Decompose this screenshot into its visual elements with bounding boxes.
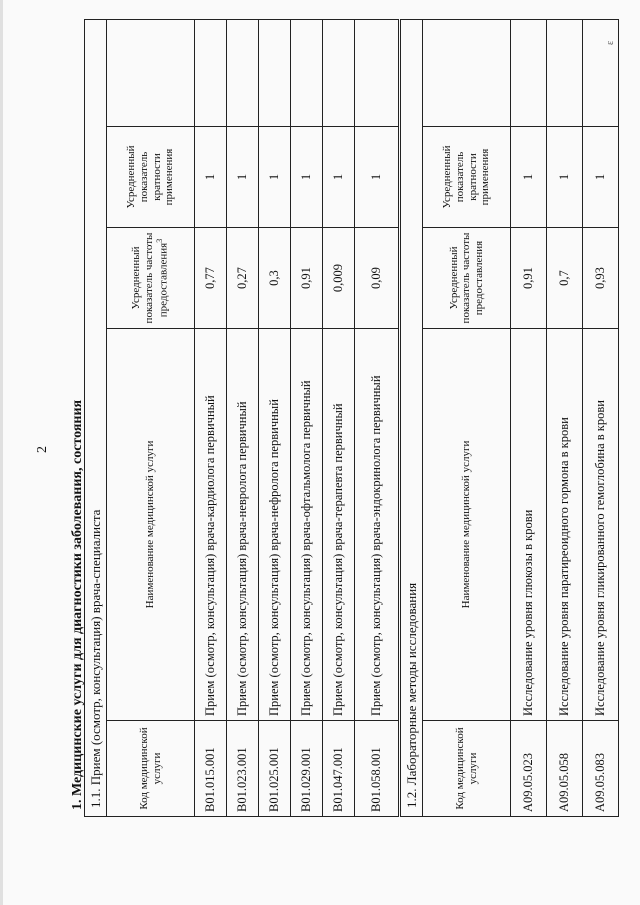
cell-code: A09.05.058 xyxy=(547,721,583,817)
cell-blank xyxy=(323,19,355,126)
cell-mult: 1 xyxy=(583,127,619,228)
header-name: Наименование медицинской услуги xyxy=(107,329,195,721)
section-heading: 1. Медицинские услуги для диагностики заболевания, состояния xyxy=(70,399,85,810)
table-row xyxy=(547,19,583,816)
header-blank xyxy=(107,19,195,126)
header-code: Код медицинской услуги xyxy=(423,721,511,817)
cell-freq: 0,93 xyxy=(583,228,619,329)
cell-freq: 0,3 xyxy=(259,228,291,329)
table-specialist-consultations xyxy=(84,19,399,817)
cell-freq: 0,77 xyxy=(195,228,227,329)
cell-blank xyxy=(195,19,227,126)
cell-code: B01.058.001 xyxy=(355,721,399,817)
table-row xyxy=(259,19,291,816)
table2-title: 1.2. Лабораторные методы исследования xyxy=(401,19,423,816)
table-row xyxy=(195,19,227,816)
table-lab-methods xyxy=(400,19,619,817)
table1-title: 1.1. Прием (осмотр, консультация) врача-специалиста xyxy=(85,19,107,816)
header-freq: Усредненный показатель частоты предоставления xyxy=(423,228,511,329)
cell-mult: 1 xyxy=(355,127,399,228)
cell-code: A09.05.083 xyxy=(583,721,619,817)
cell-mult: 1 xyxy=(547,127,583,228)
cell-mult: 1 xyxy=(323,127,355,228)
cell-code: B01.025.001 xyxy=(259,721,291,817)
cell-freq: 0,91 xyxy=(291,228,323,329)
cell-mult: 1 xyxy=(259,127,291,228)
cell-name: Прием (осмотр, консультация) врача-эндокринолога первичный xyxy=(355,329,399,721)
cell-blank xyxy=(259,19,291,126)
cell-blank xyxy=(583,19,619,126)
cell-blank xyxy=(227,19,259,126)
cell-name: Прием (осмотр, консультация) врача-кардиолога первичный xyxy=(195,329,227,721)
cell-freq: 0,09 xyxy=(355,228,399,329)
table-row xyxy=(323,19,355,816)
cell-code: B01.047.001 xyxy=(323,721,355,817)
header-freq: Усредненный показатель частоты предоставления$^3$ xyxy=(107,228,195,329)
cell-code: B01.015.001 xyxy=(195,721,227,817)
cell-mult: 1 xyxy=(227,127,259,228)
cell-freq: 0,27 xyxy=(227,228,259,329)
table-row xyxy=(291,19,323,816)
cell-freq: 0,009 xyxy=(323,228,355,329)
header-code: Код медицинской услуги xyxy=(107,721,195,817)
cell-name: Прием (осмотр, консультация) врача-офтальмолога первичный xyxy=(291,329,323,721)
corner-mark: ε xyxy=(605,40,616,45)
cell-blank xyxy=(511,19,547,126)
header-blank xyxy=(423,19,511,126)
cell-freq: 0,91 xyxy=(511,228,547,329)
header-mult: Усредненный показатель кратности применения xyxy=(423,127,511,228)
cell-name: Прием (осмотр, консультация) врача-терапевта первичный xyxy=(323,329,355,721)
table-row xyxy=(227,19,259,816)
table-row xyxy=(583,19,619,816)
cell-name: Исследование уровня паратиреоидного гормона в крови xyxy=(547,329,583,721)
cell-code: B01.023.001 xyxy=(227,721,259,817)
footnote-mark: 3 xyxy=(155,238,165,243)
cell-name: Прием (осмотр, консультация) врача-нефролога первичный xyxy=(259,329,291,721)
cell-code: B01.029.001 xyxy=(291,721,323,817)
cell-code: A09.05.023 xyxy=(511,721,547,817)
header-mult: Усредненный показатель кратности применения xyxy=(107,127,195,228)
cell-blank xyxy=(291,19,323,126)
cell-mult: 1 xyxy=(511,127,547,228)
cell-mult: 1 xyxy=(195,127,227,228)
cell-mult: 1 xyxy=(291,127,323,228)
cell-name: Исследование уровня глюкозы в крови xyxy=(511,329,547,721)
cell-freq: 0,7 xyxy=(547,228,583,329)
cell-blank xyxy=(547,19,583,126)
page-number: 2 xyxy=(35,446,50,453)
cell-name: Исследование уровня гликированного гемоглобина в крови xyxy=(583,329,619,721)
table-row xyxy=(355,19,399,816)
cell-blank xyxy=(355,19,399,126)
table-row xyxy=(511,19,547,816)
header-name: Наименование медицинской услуги xyxy=(423,329,511,721)
cell-name: Прием (осмотр, консультация) врача-невролога первичный xyxy=(227,329,259,721)
